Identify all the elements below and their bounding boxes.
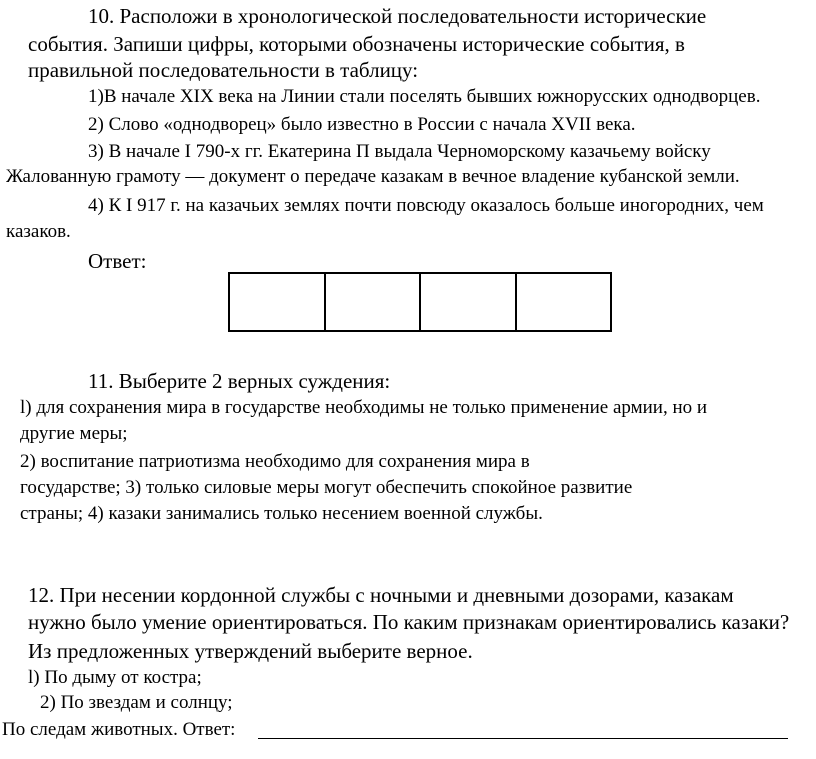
q10-answer-label: Ответ: <box>88 249 147 273</box>
q11-line-2: другие меры; <box>20 423 128 444</box>
answer-cell-3[interactable] <box>421 274 517 330</box>
q10-line-2: события. Запиши цифры, которыми обозначены исторические события, в <box>28 32 685 56</box>
q12-option-1: l) По дыму от костра; <box>28 667 202 688</box>
q10-item-3-cont: Жалованную грамоту — документ о передаче казакам в вечное владение кубанской земли. <box>6 166 740 187</box>
answer-cell-4[interactable] <box>517 274 611 330</box>
q11-line-1: l) для сохранения мира в государстве необходимы не только применение армии, но и <box>20 397 708 418</box>
q12-line-3: Из предложенных утверждений выберите верное. <box>28 639 473 663</box>
answer-table <box>228 272 612 332</box>
q12-line-1: 12. При несении кордонной службы с ночными и дневными дозорами, казакам <box>28 583 734 607</box>
answer-blank-line[interactable] <box>258 738 788 739</box>
q10-item-4: 4) К I 917 г. на казачьих землях почти повсюду оказалось больше иногородних, чем <box>88 195 764 216</box>
q10-line-1: 10. Расположи в хронологической последовательности исторические <box>88 4 707 28</box>
q10-item-2: 2) Слово «однодворец» было известно в России с начала XVII века. <box>88 114 636 135</box>
q11-line-3: 2) воспитание патриотизма необходимо для сохранения мира в <box>20 451 530 472</box>
q11-title: 11. Выберите 2 верных суждения: <box>88 369 391 393</box>
q10-item-4-cont: казаков. <box>6 221 71 242</box>
q10-item-1: 1)В начале XIX века на Линии стали поселять бывших южнорусских однодворцев. <box>88 86 761 107</box>
q10-line-3: правильной последовательности в таблицу: <box>28 58 419 82</box>
q11-line-5: страны; 4) казаки занимались только несением военной службы. <box>20 503 543 524</box>
q11-line-4: государстве; 3) только силовые меры могут обеспечить спокойное развитие <box>20 477 633 498</box>
q12-option-3: По следам животных. Ответ: <box>2 719 236 740</box>
q10-item-3: 3) В начале I 790-х гг. Екатерина П выдала Черноморскому казачьему войску <box>88 141 711 162</box>
answer-cell-2[interactable] <box>326 274 422 330</box>
q12-line-2: нужно было умение ориентироваться. По каким признакам ориентировались казаки? <box>28 610 790 634</box>
answer-cell-1[interactable] <box>230 274 326 330</box>
q12-option-2: 2) По звездам и солнцу; <box>40 692 233 713</box>
